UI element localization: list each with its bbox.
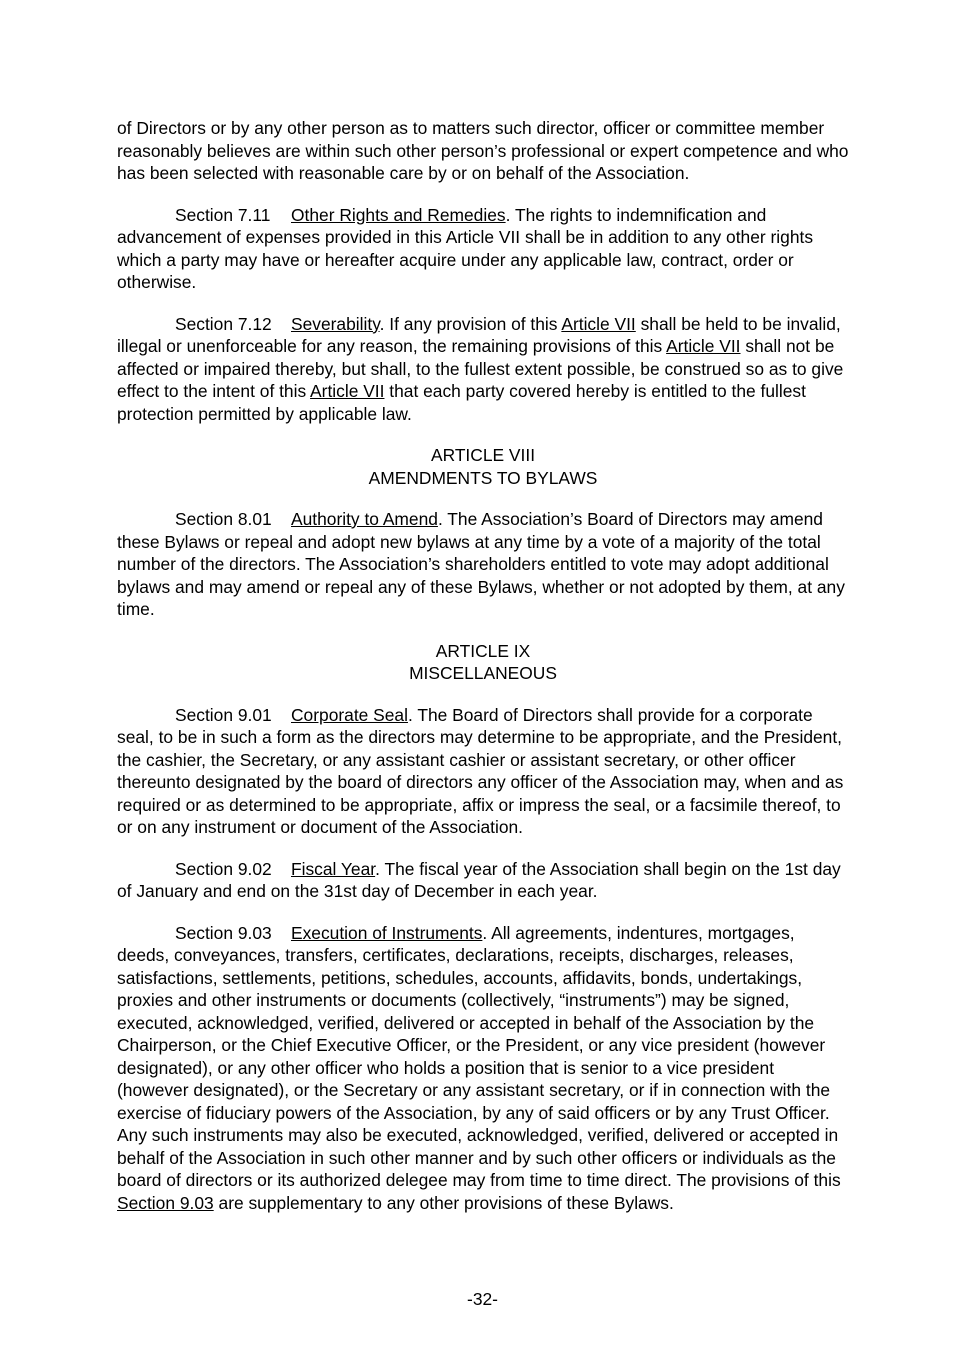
- article-title: AMENDMENTS TO BYLAWS: [368, 467, 598, 488]
- cross-reference: Section 9.03: [117, 1192, 214, 1213]
- section-text: . All agreements, indentures, mortgages, deeds, conveyances, transfers, certificates, declarations, receipts, discharges, releases, satisfactions, settlements, petitions, schedules, accounts, affidavits, bonds, undertakings, proxies and other instruments or documents (collectively, “instruments”) may be signed, executed, acknowledged, verified, delivered or accepted in behalf of the Association by the Chairperson, or the Chief Executive Officer, or the President, or any vice president (however designated), or any other officer who holds a position that is senior to a vice president (however designated), or the Secretary or any assistant secretary, or if in connection with the exercise of fiduciary powers of the Association, by any of said officers or by any Trust Officer. Any such instruments may also be executed, acknowledged, verified, delivered or accepted in behalf of the Association in such other manner and by such other officers or individuals as the board of directors or its authorized delegee may from time to time direct. The provisions of this: [117, 922, 841, 1190]
- section-text: that each party covered hereby is entitled to the fullest protection permitted by applicable law.: [117, 381, 806, 424]
- section-9-03: [117, 922, 849, 1215]
- article-number: ARTICLE IX: [435, 640, 531, 661]
- section-text: . The fiscal year of the Association shall begin on the 1st day of January and end on the 31st day of December in each year.: [117, 858, 841, 901]
- section-title: Other Rights and Remedies: [291, 204, 506, 225]
- section-number: Section 9.03: [175, 922, 272, 943]
- section-7-11: [117, 204, 849, 294]
- section-text: . If any provision of this: [379, 313, 562, 334]
- section-number: Section 9.01: [175, 704, 272, 725]
- paragraph-continuation: [117, 117, 849, 185]
- section-9-02: [117, 858, 849, 903]
- section-text: . The Association’s Board of Directors may amend these Bylaws or repeal and adopt new bylaws at any time by a vote of a majority of the total number of the directors. The Association’s shareholders entitled to vote may adopt additional bylaws and may amend or repeal any of these Bylaws, whether or not adopted by them, at any time.: [117, 509, 845, 619]
- article-number: ARTICLE VIII: [430, 445, 536, 465]
- paragraph-text: of Directors or by any other person as to matters such director, officer or committee member reasonably believes are within such other person’s professional or expert competence and who has been selected with reasonable care by or on behalf of the Association.: [117, 118, 849, 183]
- section-number: Section 7.11: [175, 204, 271, 225]
- section-number: Section 9.02: [175, 858, 272, 879]
- section-title: Corporate Seal: [291, 704, 408, 725]
- article-8-heading: [117, 444, 849, 489]
- section-title: Authority to Amend: [291, 509, 438, 529]
- section-title: Severability: [291, 313, 380, 334]
- section-title: Execution of Instruments: [291, 922, 483, 943]
- section-8-01: [117, 508, 849, 621]
- section-number: Section 8.01: [175, 509, 272, 529]
- page-number: -32-: [467, 1289, 498, 1309]
- cross-reference: Article VII: [310, 381, 385, 401]
- section-text: . The Board of Directors shall provide for a corporate seal, to be in such a form as the directors may determine to be appropriate, and the President, the cashier, the Secretary, or any assistant cashier or assistant secretary, or other officer thereunto designated by the board of directors any officer of the Association may, when and as required or as determined to be appropriate, affix or impress the seal, or a facsimile thereof, to or on any instrument or document of the Association.: [117, 704, 844, 837]
- section-text: . The rights to indemnification and advancement of expenses provided in this Article VII shall be in addition to any other rights which a party may have or hereafter acquire under any applicable law, contract, order or otherwise.: [117, 204, 814, 292]
- article-title: MISCELLANEOUS: [409, 663, 557, 683]
- section-text: shall be held to be invalid, illegal or unenforceable for any reason, the remaining provisions of this: [117, 313, 841, 356]
- cross-reference: Article VII: [666, 336, 741, 356]
- cross-reference: Article VII: [561, 313, 636, 334]
- document-body: [117, 117, 849, 1233]
- section-title: Fiscal Year: [291, 858, 376, 879]
- section-text: shall not be affected or impaired thereby, but shall, to the fullest extent possible, be construed so as to give effect to the intent of this: [117, 336, 844, 401]
- article-9-heading: [117, 640, 849, 685]
- section-7-12: [117, 313, 849, 426]
- section-9-01: [117, 704, 849, 839]
- section-number: Section 7.12: [175, 313, 272, 334]
- section-text: are supplementary to any other provisions of these Bylaws.: [213, 1192, 674, 1213]
